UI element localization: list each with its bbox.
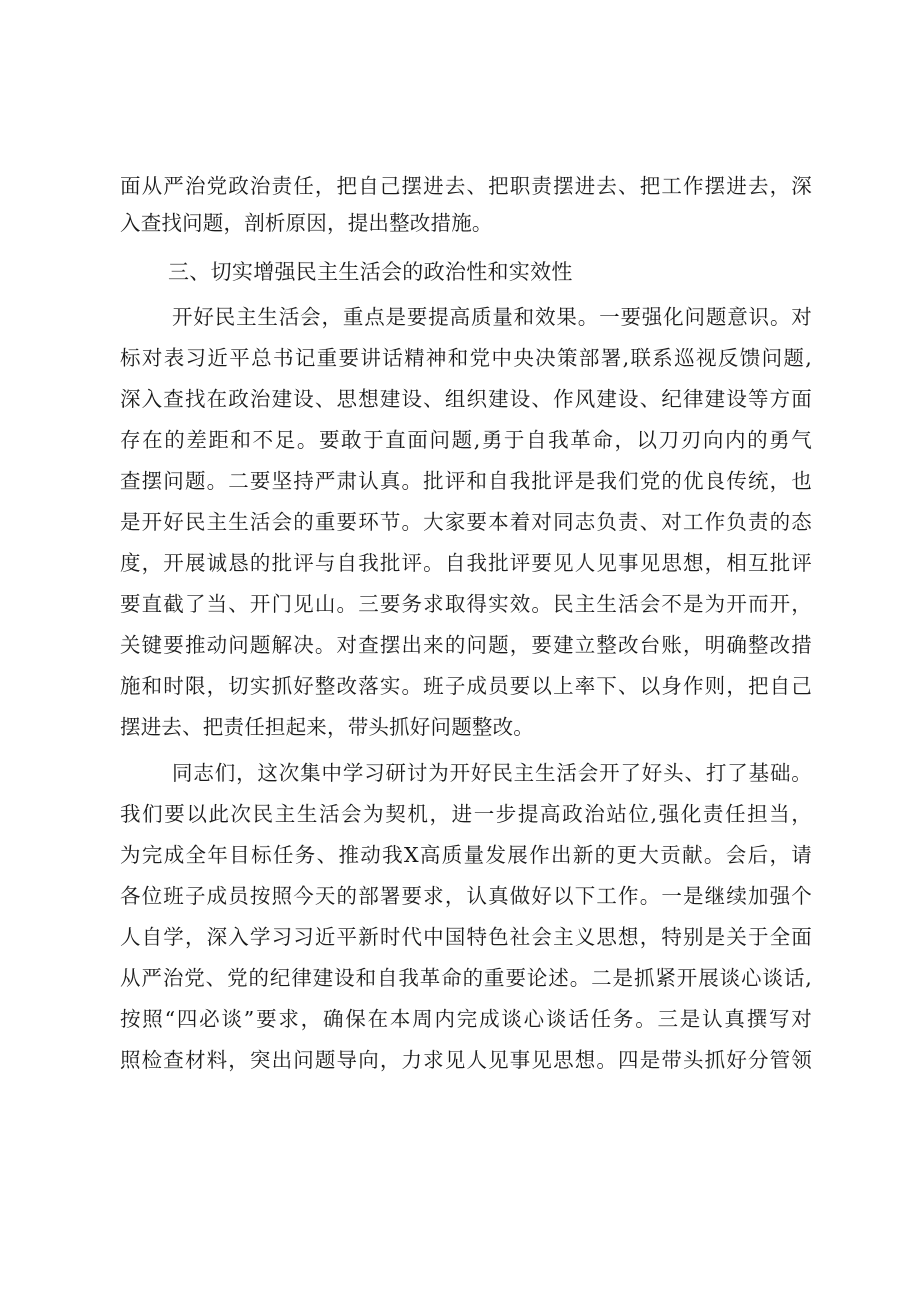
text-line: 深入查找在政治建设、思想建设、组织建设、作风建设、纪律建设等方面 <box>120 387 812 411</box>
text-line: 人自学，深入学习习近平新时代中国特色社会主义思想，特别是关于全面 <box>120 925 812 949</box>
text-line: 从严治党、党的纪律建设和自我革命的重要论述。二是抓紧开展谈心谈话, <box>120 966 812 990</box>
text-line: 存在的差距和不足。要敢于直面问题,勇于自我革命，以刀刃向内的勇气 <box>120 428 812 452</box>
paragraph-first-line: 同志们，这次集中学习研讨为开好民主生活会开了好头、打了基础。 <box>172 761 812 785</box>
text-line: 度，开展诚恳的批评与自我批评。自我批评要见人见事见思想，相互批评 <box>120 551 812 575</box>
text-line: 面从严治党政治责任，把自己摆进去、把职责摆进去、把工作摆进去，深 <box>120 174 812 198</box>
text-line: 按照“四必谈”要求，确保在本周内完成谈心谈话任务。三是认真撰写对 <box>120 1007 812 1031</box>
text-line: 标对表习近平总书记重要讲话精神和党中央决策部署,联系巡视反馈问题, <box>120 346 812 370</box>
text-line: 摆进去、把责任担起来，带头抓好问题整改。 <box>120 715 534 739</box>
text-line: 施和时限，切实抓好整改落实。班子成员要以上率下、以身作则，把自己 <box>120 674 812 698</box>
text-line: 我们要以此次民主生活会为契机，进一步提高政治站位,强化责任担当， <box>120 802 812 826</box>
text-line: 关键要推动问题解决。对查摆出来的问题，要建立整改台账，明确整改措 <box>120 633 812 657</box>
text-line: 是开好民主生活会的重要环节。大家要本着对同志负责、对工作负责的态 <box>120 510 812 534</box>
text-line: 照检查材料，突出问题导向，力求见人见事见思想。四是带头抓好分管领 <box>120 1048 812 1072</box>
text-line: 为完成全年目标任务、推动我X高质量发展作出新的更大贡献。会后，请 <box>120 843 812 867</box>
section-heading: 三、切实增强民主生活会的政治性和实效性 <box>168 260 573 284</box>
text-line: 要直截了当、开门见山。三要务求取得实效。民主生活会不是为开而开， <box>120 592 812 616</box>
text-line: 各位班子成员按照今天的部署要求，认真做好以下工作。一是继续加强个 <box>120 884 812 908</box>
text-line: 查摆问题。二要坚持严肃认真。批评和自我批评是我们党的优良传统，也 <box>120 469 812 493</box>
paragraph-first-line: 开好民主生活会，重点是要提高质量和效果。一要强化问题意识。对 <box>172 305 812 329</box>
text-line: 入查找问题，剖析原因，提出整改措施。 <box>120 211 493 235</box>
